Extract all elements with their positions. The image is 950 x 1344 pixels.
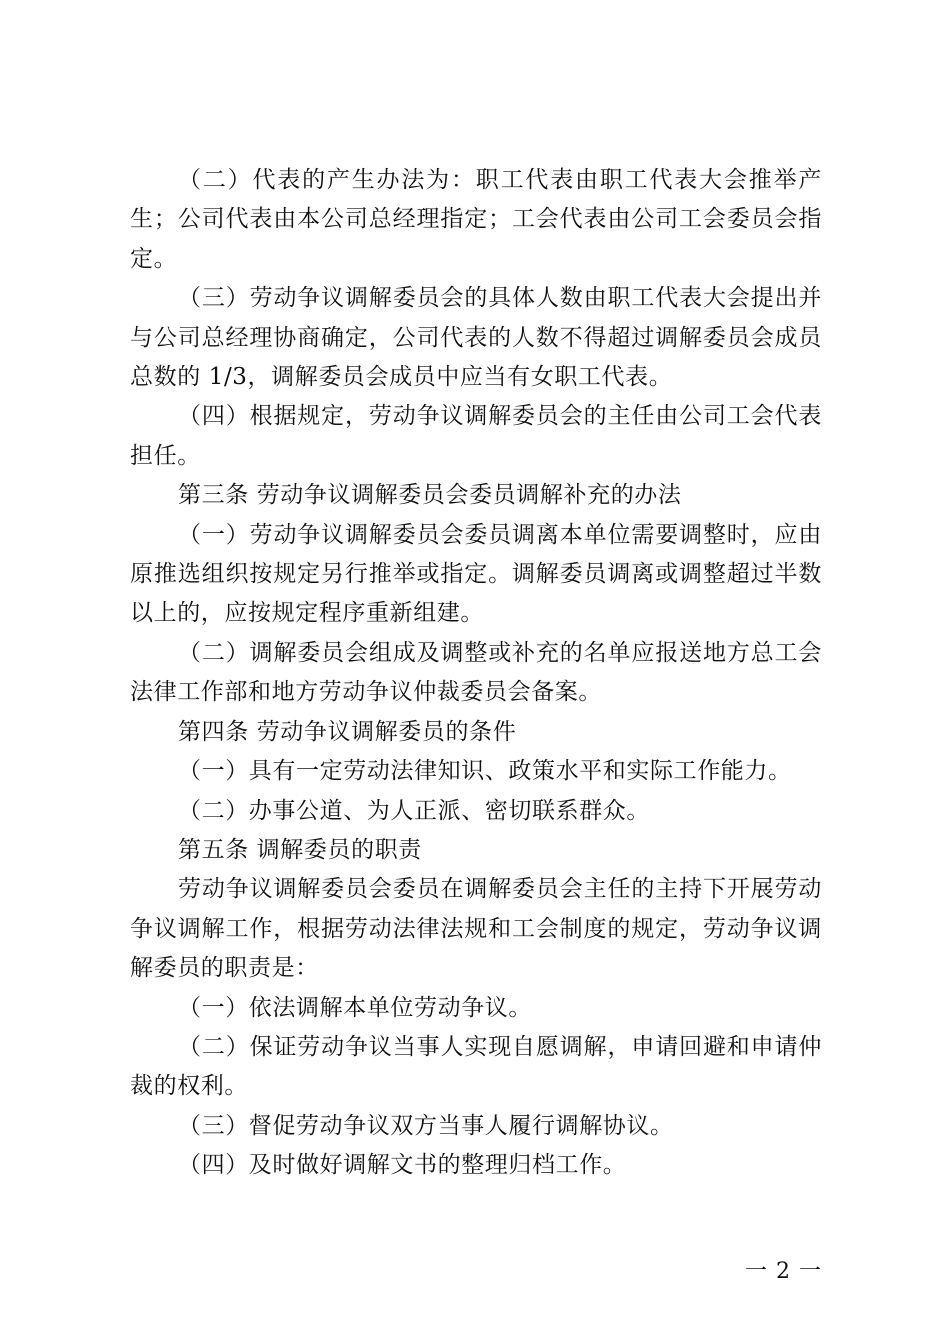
paragraph-condition-knowledge: （一）具有一定劳动法律知识、政策水平和实际工作能力。 xyxy=(178,758,792,785)
paragraph-condition-integrity: （二）办事公道、为人正派、密切联系群众。 xyxy=(178,797,650,824)
paragraph-member-transfer: （一）劳动争议调解委员会委员调离本单位需要调整时，应由原推选组织按规定另行推举或指定。调解委员调离或调整超过半数以上的，应按规定程序重新组建。 xyxy=(130,521,822,627)
article-five-heading: 第五条 调解委员的职责 xyxy=(178,836,422,863)
article-three-heading: 第三条 劳动争议调解委员会委员调解补充的办法 xyxy=(178,482,682,509)
paragraph-duty-supervise: （三）督促劳动争议双方当事人履行调解协议。 xyxy=(178,1112,674,1139)
page-number: 一 2 一 xyxy=(745,1259,822,1284)
paragraph-representative-method: （二）代表的产生办法为：职工代表由职工代表大会推举产生；公司代表由本公司总经理指定；工会代表由公司工会委员会指定。 xyxy=(130,167,822,272)
paragraph-duties-intro: 劳动争议调解委员会委员在调解委员会主任的主持下开展劳动争议调解工作，根据劳动法律法规和工会制度的规定，劳动争议调解委员的职责是： xyxy=(130,876,822,982)
paragraph-committee-director: （四）根据规定，劳动争议调解委员会的主任由公司工会代表担任。 xyxy=(130,403,822,469)
document-body xyxy=(130,161,822,1186)
paragraph-duty-archive: （四）及时做好调解文书的整理归档工作。 xyxy=(178,1152,627,1179)
article-four-heading: 第四条 劳动争议调解委员的条件 xyxy=(178,718,517,745)
paragraph-duty-rights: （二）保证劳动争议当事人实现自愿调解，申请回避和申请仲裁的权利。 xyxy=(130,1033,822,1100)
paragraph-duty-mediate: （一）依法调解本单位劳动争议。 xyxy=(178,994,532,1021)
paragraph-committee-size: （三）劳动争议调解委员会的具体人数由职工代表大会提出并与公司总经理协商确定，公司代表的人数不得超过调解委员会成员总数的 1/3，调解委员会成员中应当有女职工代表。 xyxy=(130,285,822,391)
paragraph-list-filing: （二）调解委员会组成及调整或补充的名单应报送地方总工会法律工作部和地方劳动争议仲裁委员会备案。 xyxy=(130,639,822,706)
